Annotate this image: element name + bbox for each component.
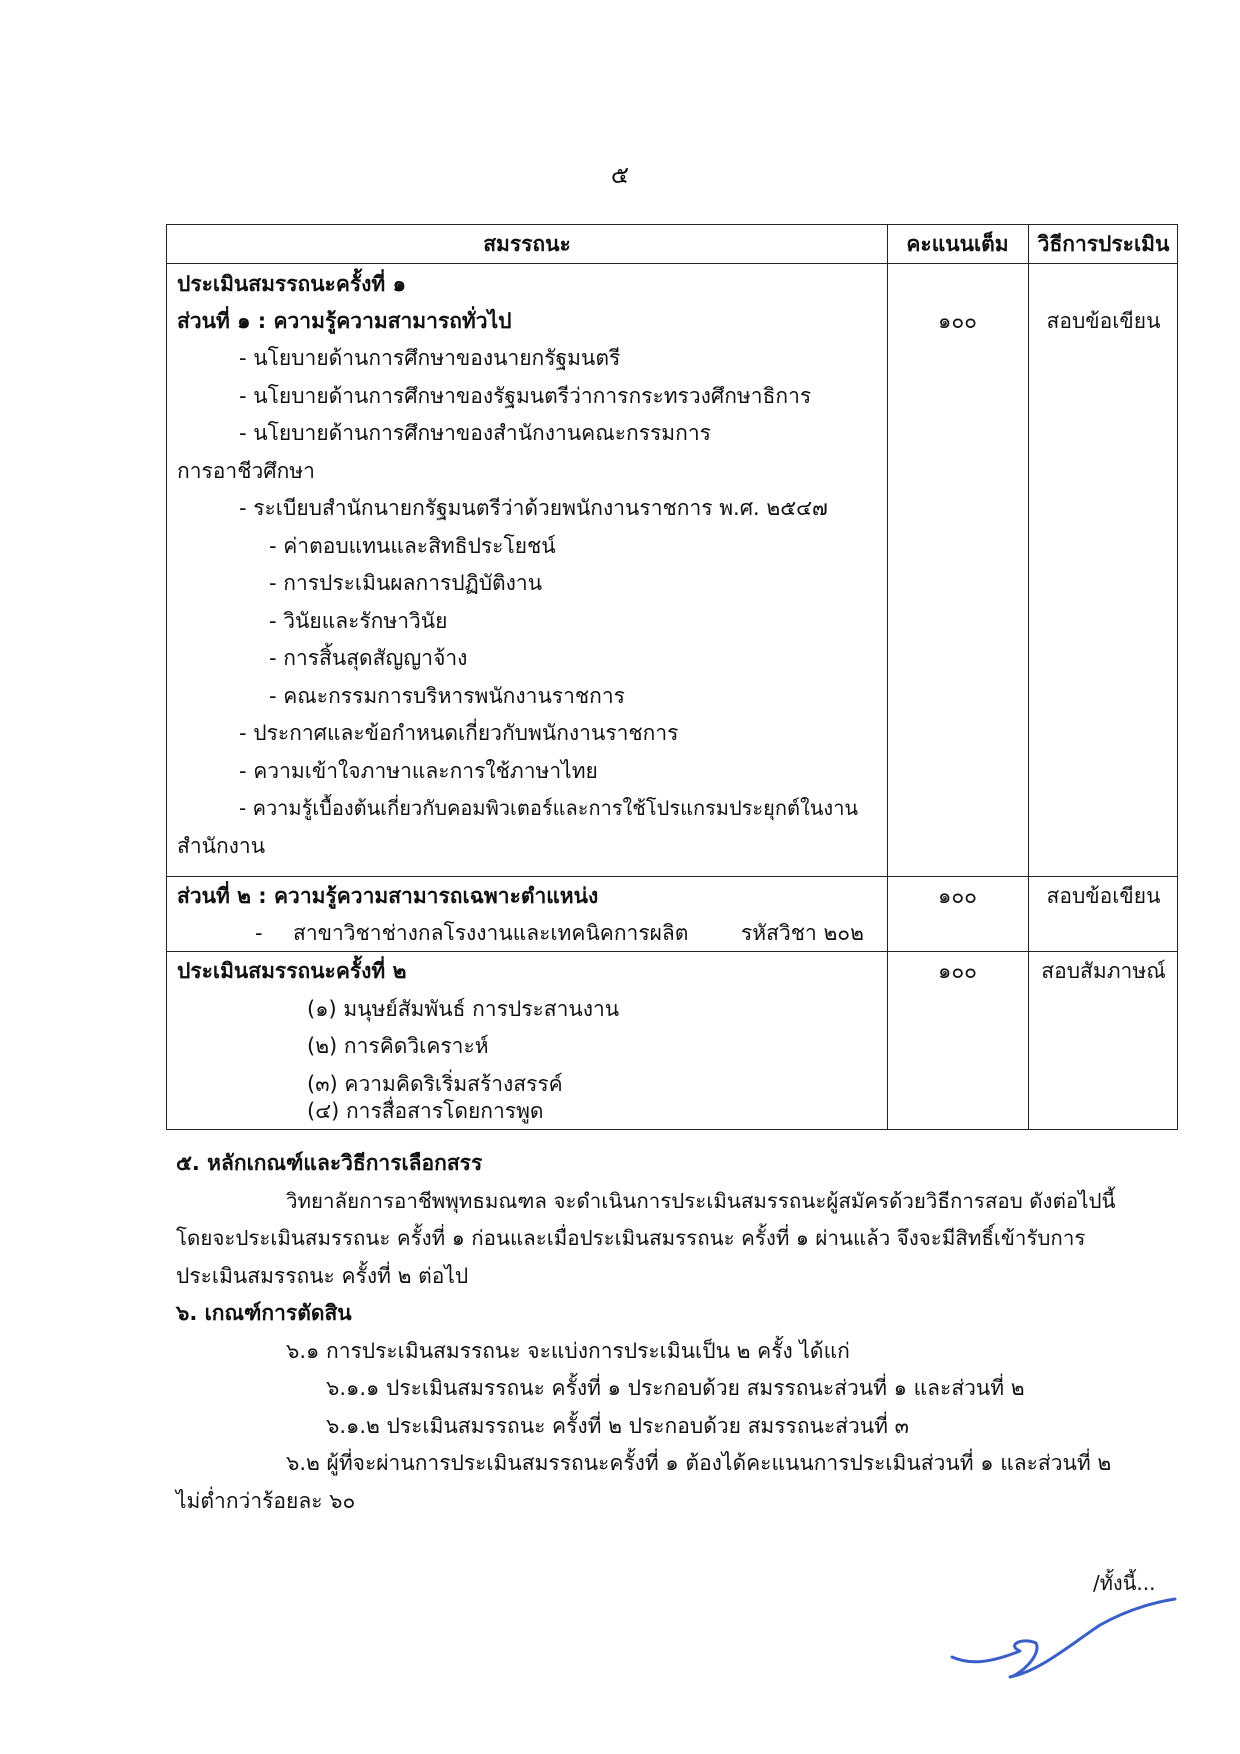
round2-title: ประเมินสมรรถนะครั้งที่ ๒ [177,959,407,983]
row-divider [167,951,1177,952]
list-item: - วินัยและรักษาวินัย [269,609,448,633]
section5-line: ประเมินสมรรถนะ ครั้งที่ ๒ ต่อไป [176,1264,469,1288]
list-item: (๔) การสื่อสารโดยการพูด [307,1099,544,1123]
part1-title: ส่วนที่ ๑ : ความรู้ความสามารถทั่วไป [177,309,512,333]
list-item: สำนักงาน [177,834,266,858]
list-item: - การประเมินผลการปฏิบัติงาน [269,571,543,595]
list-item: - ระเบียบสำนักนายกรัฐมนตรีว่าด้วยพนักงานราชการ พ.ศ. ๒๕๔๗ [239,496,828,520]
row-divider [167,876,1177,877]
section6-line: ๖.๑ การประเมินสมรรถนะ จะแบ่งการประเมินเป็น ๒ ครั้ง ได้แก่ [286,1339,850,1363]
section6-line: ๖.๒ ผู้ที่จะผ่านการประเมินสมรรถนะครั้งที่ ๑ ต้องได้คะแนนการประเมินส่วนที่ ๑ และส่วนที่ ๒ [286,1451,1112,1475]
list-item: - นโยบายด้านการศึกษาของสำนักงานคณะกรรมการ [239,421,711,445]
list-item: - นโยบายด้านการศึกษาของรัฐมนตรีว่าการกระทรวงศึกษาธิการ [239,384,812,408]
list-item: (๓) ความคิดริเริ่มสร้างสรรค์ [307,1072,563,1096]
round1-title: ประเมินสมรรถนะครั้งที่ ๑ [177,272,406,296]
part2-score: ๑๐๐ [938,884,977,908]
section6-heading: ๖. เกณฑ์การตัดสิน [176,1301,352,1325]
competency-table [166,224,1178,1130]
section5-line: วิทยาลัยการอาชีพพุทธมณฑล จะดำเนินการประเมินสมรรถนะผู้สมัครด้วยวิธีการสอบ ดังต่อไปนี้ [286,1189,1116,1213]
part2-item-dash: - [255,921,263,945]
list-item: - ประกาศและข้อกำหนดเกี่ยวกับพนักงานราชการ [239,721,679,745]
page-number: ๕ [610,161,630,189]
section5-heading: ๕. หลักเกณฑ์และวิธีการเลือกสรร [176,1151,483,1175]
list-item: - คณะกรรมการบริหารพนักงานราชการ [269,684,625,708]
section6-line: ๖.๑.๑ ประเมินสมรรถนะ ครั้งที่ ๑ ประกอบด้วย สมรรถนะส่วนที่ ๑ และส่วนที่ ๒ [326,1376,1025,1400]
section6-line: ไม่ต่ำกว่าร้อยละ ๖๐ [176,1489,356,1513]
header-full-score: คะแนนเต็ม [906,232,1009,256]
part1-method: สอบข้อเขียน [1046,309,1161,333]
list-item: - ความเข้าใจภาษาและการใช้ภาษาไทย [239,759,598,783]
column-divider [1028,225,1029,1129]
list-item: การอาชีวศึกษา [177,459,315,483]
round2-score: ๑๐๐ [938,959,977,983]
header-competency: สมรรถนะ [483,232,571,256]
column-divider [887,225,888,1129]
part2-method: สอบข้อเขียน [1046,884,1161,908]
list-item: (๑) มนุษย์สัมพันธ์ การประสานงาน [307,997,620,1021]
continuation-text: /ทั้งนี้... [1093,1571,1156,1595]
signature [950,1585,1180,1695]
list-item: - นโยบายด้านการศึกษาของนายกรัฐมนตรี [239,346,621,370]
part1-score: ๑๐๐ [938,309,977,333]
list-item: - การสิ้นสุดสัญญาจ้าง [269,646,468,670]
list-item: - ความรู้เบื้องต้นเกี่ยวกับคอมพิวเตอร์และการใช้โปรแกรมประยุกต์ในงาน [239,796,859,820]
part2-title: ส่วนที่ ๒ : ความรู้ความสามารถเฉพาะตำแหน่ง [177,884,599,908]
header-divider [167,263,1177,264]
part2-item-text: สาขาวิชาช่างกลโรงงานและเทคนิคการผลิต [293,921,689,945]
round2-method: สอบสัมภาษณ์ [1041,959,1166,983]
section5-line: โดยจะประเมินสมรรถนะ ครั้งที่ ๑ ก่อนและเมื่อประเมินสมรรถนะ ครั้งที่ ๑ ผ่านแล้ว จึงจะมีสิทธิ์เข้ารับการ [176,1226,1086,1250]
part2-item-code: รหัสวิชา ๒๐๒ [741,921,864,945]
section6-line: ๖.๑.๒ ประเมินสมรรถนะ ครั้งที่ ๒ ประกอบด้วย สมรรถนะส่วนที่ ๓ [326,1414,910,1438]
list-item: (๒) การคิดวิเคราะห์ [307,1034,489,1058]
list-item: - ค่าตอบแทนและสิทธิประโยชน์ [269,534,556,558]
header-method: วิธีการประเมิน [1037,232,1170,256]
